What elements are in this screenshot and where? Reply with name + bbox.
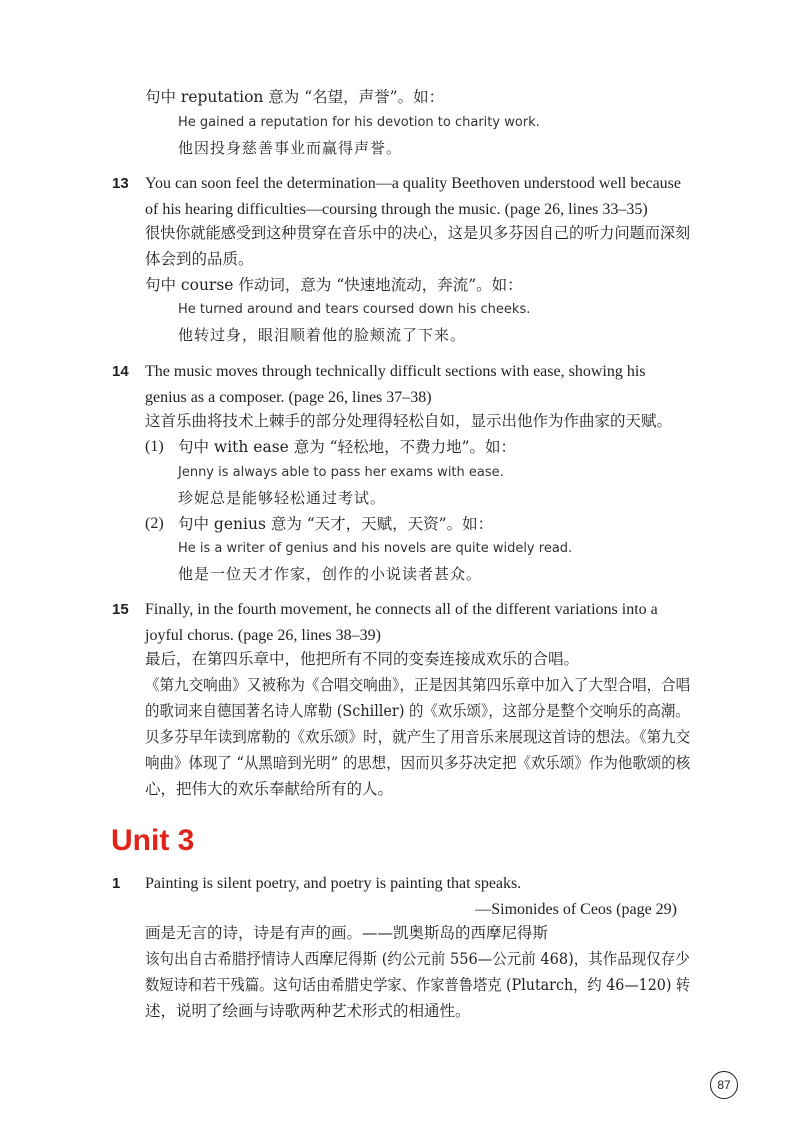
- item-english: genius as a composer. (page 26, lines 37–38): [145, 389, 432, 406]
- item-english: The music moves through technically difficult sections with ease, showing his: [145, 363, 646, 380]
- intro-example-translation: 他因投身慈善事业而赢得声誉。: [178, 139, 403, 157]
- sub-example: Jenny is always able to pass her exams with ease.: [178, 465, 504, 480]
- item-paragraph: 的歌词来自德国著名诗人席勒 (Schiller) 的《欢乐颂》，这部分是整个交响乐的高潮。: [145, 702, 690, 720]
- sub-label: (2): [145, 515, 164, 532]
- sub-label: (1): [145, 438, 164, 455]
- item-translation: 很快你就能感受到这种贯穿在音乐中的决心，这是贝多芬因自己的听力问题而深刻: [145, 224, 691, 242]
- item-paragraph: 响曲》体现了 “从黑暗到光明” 的思想，因而贝多芬决定把《欢乐颂》作为他歌颂的核: [145, 754, 691, 772]
- quote-translation: 画是无言的诗，诗是有声的画。——凯奥斯岛的西摩尼得斯: [145, 924, 549, 942]
- quote-paragraph: 该句出自古希腊抒情诗人西摩尼得斯 (约公元前 556—公元前 468)，其作品现仅存少: [145, 950, 690, 968]
- item-paragraph: 《第九交响曲》又被称为《合唱交响曲》，正是因其第四乐章中加入了大型合唱，合唱: [145, 676, 691, 694]
- item-number: 1: [112, 875, 121, 892]
- item-english: of his hearing difficulties—coursing through the music. (page 26, lines 33–35): [145, 201, 648, 218]
- item-paragraph: 心，把伟大的欢乐奉献给所有的人。: [145, 780, 394, 798]
- sub-example: He is a writer of genius and his novels are quite widely read.: [178, 541, 573, 556]
- item-number: 13: [112, 175, 129, 192]
- sub-note: 句中 genius 意为 “天才，天赋，天资”。如：: [178, 515, 494, 533]
- page-number: 87: [710, 1071, 738, 1099]
- quote-paragraph: 数短诗和若干残篇。这句话由希腊史学家、作家普鲁塔克 (Plutarch，约 46—120) 转: [145, 976, 691, 994]
- item-number: 14: [112, 363, 129, 380]
- item-number: 15: [112, 601, 129, 618]
- quote-attribution: —Simonides of Ceos (page 29): [475, 901, 677, 918]
- item-translation: 最后，在第四乐章中，他把所有不同的变奏连接成欢乐的合唱。: [145, 650, 580, 668]
- item-translation: 体会到的品质。: [145, 250, 254, 268]
- unit-heading: Unit 3: [111, 824, 195, 857]
- quote-english: Painting is silent poetry, and poetry is painting that speaks.: [145, 875, 522, 892]
- item-english: joyful chorus. (page 26, lines 38–39): [145, 627, 381, 644]
- item-english: You can soon feel the determination—a quality Beethoven understood well because: [145, 175, 682, 192]
- sub-example-translation: 珍妮总是能够轻松通过考试。: [178, 489, 387, 507]
- sub-example-translation: 他是一位天才作家，创作的小说读者甚众。: [178, 565, 483, 583]
- item-note: 句中 course 作动词，意为 “快速地流动，奔流”。如：: [145, 276, 523, 294]
- item-english: Finally, in the fourth movement, he connects all of the different variations into a: [145, 601, 658, 618]
- item-example-translation: 他转过身，眼泪顺着他的脸颊流了下来。: [178, 326, 467, 344]
- item-translation: 这首乐曲将技术上棘手的部分处理得轻松自如，显示出他作为作曲家的天赋。: [145, 412, 673, 430]
- intro-note: 句中 reputation 意为 “名望，声誉”。如：: [145, 88, 445, 106]
- item-paragraph: 贝多芬早年读到席勒的《欢乐颂》时，就产生了用音乐来展现这首诗的想法。《第九交: [145, 728, 691, 746]
- quote-paragraph: 述，说明了绘画与诗歌两种艺术形式的相通性。: [145, 1002, 471, 1020]
- item-example: He turned around and tears coursed down his cheeks.: [178, 302, 531, 317]
- sub-note: 句中 with ease 意为 “轻松地，不费力地”。如：: [178, 438, 517, 456]
- intro-example: He gained a reputation for his devotion to charity work.: [178, 115, 540, 130]
